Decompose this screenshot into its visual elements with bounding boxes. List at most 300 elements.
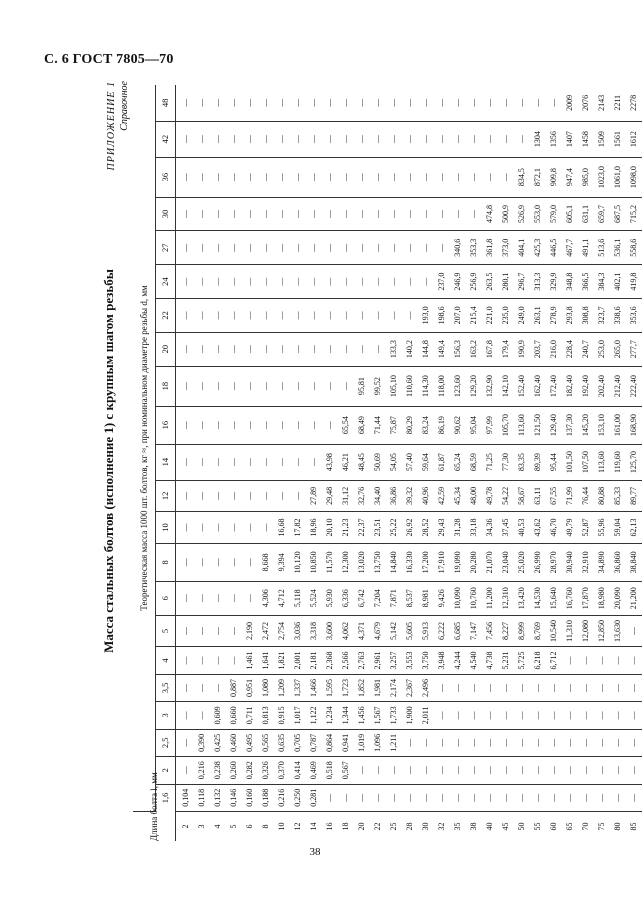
- mass-cell: 253,0: [594, 332, 610, 366]
- table-row: [338, 85, 354, 841]
- mass-cell: —: [322, 332, 338, 366]
- mass-cell: 5,118: [290, 581, 306, 615]
- mass-cell: —: [176, 729, 195, 756]
- mass-cell: 2076: [578, 85, 594, 121]
- table-row: [434, 85, 450, 841]
- mass-cell: 0,460: [226, 729, 242, 756]
- mass-cell: —: [226, 197, 242, 231]
- mass-cell: 23,51: [370, 512, 386, 544]
- mass-cell: 20,280: [466, 543, 482, 581]
- mass-cell: 192,40: [578, 366, 594, 406]
- mass-cell: —: [434, 157, 450, 197]
- mass-cell: —: [370, 265, 386, 299]
- table-body: [176, 85, 642, 841]
- mass-cell: 16,68: [274, 512, 290, 544]
- mass-cell: —: [386, 197, 402, 231]
- mass-cell: —: [530, 85, 546, 121]
- mass-cell: —: [482, 85, 498, 121]
- mass-cell: 6,712: [546, 647, 562, 674]
- mass-cell: 11,200: [482, 581, 498, 615]
- mass-cell: 29,48: [322, 480, 338, 512]
- mass-cell: —: [578, 702, 594, 729]
- mass-cell: —: [274, 444, 290, 480]
- mass-cell: —: [242, 85, 258, 121]
- mass-cell: —: [370, 121, 386, 157]
- mass-cell: 40,96: [418, 480, 434, 512]
- length-cell: 28: [405, 822, 414, 831]
- mass-cell: —: [274, 85, 290, 121]
- mass-cell: —: [176, 157, 195, 197]
- mass-cell: —: [562, 784, 578, 811]
- mass-cell: —: [418, 157, 434, 197]
- mass-cell: —: [210, 366, 226, 406]
- mass-cell: 99,52: [370, 366, 386, 406]
- length-cell: 45: [501, 822, 510, 831]
- mass-cell: 6,218: [530, 647, 546, 674]
- mass-cell: 0,414: [290, 757, 306, 784]
- length-cell: 30: [421, 822, 430, 831]
- mass-cell: 265,0: [610, 332, 626, 366]
- mass-cell: 0,118: [194, 784, 210, 811]
- length-cell: 25: [389, 822, 398, 831]
- mass-cell: —: [210, 265, 226, 299]
- mass-cell: 2,763: [354, 647, 370, 674]
- mass-cell: 18,96: [306, 512, 322, 544]
- mass-cell: 216,0: [546, 332, 562, 366]
- mass-cell: —: [194, 332, 210, 366]
- mass-cell: 161,00: [610, 406, 626, 444]
- mass-cell: 31,12: [338, 480, 354, 512]
- mass-cell: 89,77: [626, 480, 642, 512]
- mass-cell: —: [354, 265, 370, 299]
- mass-cell: 68,59: [466, 444, 482, 480]
- mass-cell: 77,30: [498, 444, 514, 480]
- mass-cell: 48,45: [354, 444, 370, 480]
- mass-cell: —: [434, 197, 450, 231]
- mass-cell: 308,8: [578, 298, 594, 332]
- mass-cell: 167,8: [482, 332, 498, 366]
- mass-cell: —: [482, 157, 498, 197]
- mass-cell: 228,4: [562, 332, 578, 366]
- mass-cell: —: [466, 197, 482, 231]
- table-row: [176, 85, 195, 841]
- mass-cell: —: [322, 366, 338, 406]
- mass-cell: —: [176, 85, 195, 121]
- table-row: [354, 85, 370, 841]
- mass-cell: 1,595: [322, 674, 338, 701]
- mass-cell: 32,910: [578, 543, 594, 581]
- mass-cell: —: [290, 444, 306, 480]
- mass-cell: 7,147: [466, 615, 482, 647]
- mass-cell: —: [176, 674, 195, 701]
- mass-cell: —: [274, 197, 290, 231]
- mass-cell: —: [546, 784, 562, 811]
- mass-cell: —: [242, 121, 258, 157]
- mass-cell: —: [370, 231, 386, 265]
- mass-cell: 20,10: [322, 512, 338, 544]
- mass-cell: 1,211: [386, 729, 402, 756]
- mass-cell: —: [290, 121, 306, 157]
- mass-cell: —: [482, 757, 498, 784]
- mass-cell: 3,036: [290, 615, 306, 647]
- mass-cell: —: [626, 647, 642, 674]
- mass-cell: —: [530, 729, 546, 756]
- mass-cell: 54,05: [386, 444, 402, 480]
- mass-cell: 2143: [594, 85, 610, 121]
- mass-cell: 18,980: [594, 581, 610, 615]
- mass-cell: —: [242, 444, 258, 480]
- mass-cell: —: [514, 85, 530, 121]
- length-cell: 50: [517, 822, 526, 831]
- mass-cell: —: [242, 581, 258, 615]
- diameter-header: 4: [156, 647, 176, 674]
- mass-cell: —: [226, 406, 242, 444]
- mass-cell: 2211: [610, 85, 626, 121]
- mass-cell: 1,096: [370, 729, 386, 756]
- diameter-header: 2,5: [156, 729, 176, 756]
- mass-cell: —: [610, 757, 626, 784]
- mass-cell: 40,53: [514, 512, 530, 544]
- mass-cell: 1,981: [370, 674, 386, 701]
- mass-cell: —: [226, 157, 242, 197]
- mass-cell: 85,33: [610, 480, 626, 512]
- mass-cell: —: [306, 332, 322, 366]
- mass-cell: —: [306, 298, 322, 332]
- mass-cell: 2,754: [274, 615, 290, 647]
- mass-cell: 63,11: [530, 480, 546, 512]
- appendix-note: Справочное: [119, 81, 130, 131]
- mass-cell: 113,60: [514, 406, 530, 444]
- mass-cell: 95,81: [354, 366, 370, 406]
- mass-cell: —: [562, 757, 578, 784]
- mass-cell: 0,146: [226, 784, 242, 811]
- mass-cell: 29,43: [434, 512, 450, 544]
- mass-cell: —: [386, 121, 402, 157]
- mass-cell: 3,948: [434, 647, 450, 674]
- mass-cell: 0,326: [258, 757, 274, 784]
- mass-cell: —: [370, 332, 386, 366]
- mass-cell: —: [562, 647, 578, 674]
- mass-cell: —: [418, 784, 434, 811]
- mass-cell: 1,080: [258, 674, 274, 701]
- mass-cell: 579,0: [546, 197, 562, 231]
- mass-cell: 3,257: [386, 647, 402, 674]
- mass-cell: 10,120: [290, 543, 306, 581]
- mass-cell: 13,750: [370, 543, 386, 581]
- mass-cell: 1,456: [354, 702, 370, 729]
- length-cell: 40: [485, 822, 494, 831]
- table-row: [594, 85, 610, 841]
- mass-cell: 361,8: [482, 231, 498, 265]
- mass-cell: 6,685: [450, 615, 466, 647]
- mass-cell: —: [226, 265, 242, 299]
- mass-cell: —: [210, 581, 226, 615]
- mass-cell: —: [176, 581, 195, 615]
- mass-cell: 631,1: [578, 197, 594, 231]
- mass-cell: —: [290, 157, 306, 197]
- mass-cell: 446,5: [546, 231, 562, 265]
- mass-cell: 558,6: [626, 231, 642, 265]
- diameter-header: 27: [156, 231, 176, 265]
- mass-cell: —: [274, 366, 290, 406]
- mass-cell: 55,96: [594, 512, 610, 544]
- mass-cell: 2278: [626, 85, 642, 121]
- mass-cell: —: [176, 480, 195, 512]
- mass-cell: 43,98: [322, 444, 338, 480]
- mass-cell: —: [450, 674, 466, 701]
- mass-cell: 25,22: [386, 512, 402, 544]
- mass-cell: 212,40: [610, 366, 626, 406]
- mass-cell: —: [386, 157, 402, 197]
- mass-cell: —: [546, 757, 562, 784]
- mass-cell: 58,67: [514, 480, 530, 512]
- mass-cell: 5,524: [306, 581, 322, 615]
- mass-cell: 0,282: [242, 757, 258, 784]
- mass-cell: 4,062: [338, 615, 354, 647]
- mass-cell: —: [242, 332, 258, 366]
- mass-cell: 19,090: [450, 543, 466, 581]
- mass-cell: —: [626, 674, 642, 701]
- mass-cell: —: [176, 543, 195, 581]
- mass-cell: —: [176, 615, 195, 647]
- mass-cell: 2,368: [322, 647, 338, 674]
- mass-cell: —: [258, 85, 274, 121]
- mass-cell: —: [386, 265, 402, 299]
- mass-cell: 373,0: [498, 231, 514, 265]
- mass-cell: —: [338, 298, 354, 332]
- mass-cell: —: [466, 121, 482, 157]
- mass-cell: —: [194, 265, 210, 299]
- mass-cell: —: [194, 406, 210, 444]
- diameter-header: 3,5: [156, 674, 176, 701]
- mass-cell: 8,999: [514, 615, 530, 647]
- mass-cell: 263,5: [482, 265, 498, 299]
- mass-cell: 14,840: [386, 543, 402, 581]
- table-row: [258, 85, 274, 841]
- mass-cell: —: [402, 157, 418, 197]
- table-row: [450, 85, 466, 841]
- length-cell: 85: [629, 822, 638, 831]
- length-cell: 10: [277, 822, 286, 831]
- mass-cell: 4,679: [370, 615, 386, 647]
- mass-cell: —: [242, 480, 258, 512]
- length-cell: 38: [469, 822, 478, 831]
- mass-cell: 4,244: [450, 647, 466, 674]
- mass-cell: —: [370, 157, 386, 197]
- mass-cell: 7,871: [386, 581, 402, 615]
- mass-cell: 172,40: [546, 366, 562, 406]
- mass-cell: —: [274, 298, 290, 332]
- length-cell: 8: [261, 824, 270, 829]
- mass-cell: 21,070: [482, 543, 498, 581]
- mass-cell: 0,260: [226, 757, 242, 784]
- mass-cell: 34,36: [482, 512, 498, 544]
- mass-cell: —: [194, 674, 210, 701]
- mass-cell: —: [176, 231, 195, 265]
- mass-cell: —: [258, 121, 274, 157]
- mass-cell: 329,9: [546, 265, 562, 299]
- mass-cell: —: [290, 85, 306, 121]
- mass-cell: 14,530: [530, 581, 546, 615]
- mass-cell: 23,040: [498, 543, 514, 581]
- mass-cell: 26,92: [402, 512, 418, 544]
- mass-cell: —: [176, 702, 195, 729]
- mass-cell: —: [210, 674, 226, 701]
- mass-cell: —: [242, 157, 258, 197]
- mass-cell: 353,6: [626, 298, 642, 332]
- diameter-header: 3: [156, 702, 176, 729]
- mass-cell: 0,609: [210, 702, 226, 729]
- mass-cell: —: [290, 480, 306, 512]
- mass-cell: 0,132: [210, 784, 226, 811]
- mass-cell: 145,20: [578, 406, 594, 444]
- mass-cell: —: [210, 543, 226, 581]
- mass-cell: 202,40: [594, 366, 610, 406]
- mass-cell: 0,281: [306, 784, 322, 811]
- mass-cell: 207,0: [450, 298, 466, 332]
- mass-cell: —: [514, 674, 530, 701]
- mass-cell: 263,1: [530, 298, 546, 332]
- mass-cell: —: [194, 444, 210, 480]
- mass-cell: —: [338, 85, 354, 121]
- page-header: С. 6 ГОСТ 7805—70: [44, 52, 174, 67]
- mass-cell: —: [450, 121, 466, 157]
- mass-cell: 278,9: [546, 298, 562, 332]
- mass-cell: 17,870: [578, 581, 594, 615]
- mass-cell: 0,711: [242, 702, 258, 729]
- mass-cell: —: [290, 366, 306, 406]
- mass-cell: —: [402, 197, 418, 231]
- mass-cell: 193,0: [418, 298, 434, 332]
- mass-cell: 13,020: [354, 543, 370, 581]
- mass-cell: —: [626, 702, 642, 729]
- table-row: [322, 85, 338, 841]
- appendix-label: [105, 81, 131, 171]
- mass-cell: 0,864: [322, 729, 338, 756]
- mass-cell: 419,8: [626, 265, 642, 299]
- mass-cell: —: [498, 157, 514, 197]
- mass-cell: 384,3: [594, 265, 610, 299]
- mass-cell: 46,70: [546, 512, 562, 544]
- mass-cell: —: [258, 265, 274, 299]
- mass-cell: 12,310: [498, 581, 514, 615]
- mass-cell: —: [322, 231, 338, 265]
- mass-cell: 3,750: [418, 647, 434, 674]
- mass-cell: 605,1: [562, 197, 578, 231]
- appendix-title: ПРИЛОЖЕНИЕ 1: [106, 81, 117, 171]
- mass-cell: —: [210, 615, 226, 647]
- mass-cell: —: [418, 85, 434, 121]
- mass-cell: 86,19: [434, 406, 450, 444]
- mass-cell: —: [226, 332, 242, 366]
- mass-cell: 71,44: [370, 406, 386, 444]
- mass-cell: —: [194, 702, 210, 729]
- mass-cell: 22,37: [354, 512, 370, 544]
- length-cell: 35: [453, 822, 462, 831]
- mass-cell: 1,821: [274, 647, 290, 674]
- mass-cell: 119,60: [610, 444, 626, 480]
- mass-cell: 8,227: [498, 615, 514, 647]
- mass-cell: 15,640: [546, 581, 562, 615]
- mass-cell: —: [194, 121, 210, 157]
- mass-cell: 0,705: [290, 729, 306, 756]
- mass-cell: 52,87: [578, 512, 594, 544]
- mass-cell: —: [482, 702, 498, 729]
- mass-cell: —: [546, 729, 562, 756]
- mass-cell: —: [274, 157, 290, 197]
- mass-cell: 985,0: [578, 157, 594, 197]
- table-row: [402, 85, 418, 841]
- length-cell: 5: [229, 824, 238, 829]
- mass-cell: —: [194, 197, 210, 231]
- mass-cell: —: [274, 265, 290, 299]
- mass-cell: 366,5: [578, 265, 594, 299]
- table-row: [610, 85, 626, 841]
- mass-cell: —: [210, 231, 226, 265]
- mass-cell: —: [402, 784, 418, 811]
- page-number: 38: [309, 846, 321, 858]
- mass-cell: —: [194, 512, 210, 544]
- mass-cell: 246,9: [450, 265, 466, 299]
- mass-cell: 13,630: [610, 615, 626, 647]
- mass-cell: —: [258, 512, 274, 544]
- mass-cell: —: [482, 121, 498, 157]
- diameter-header: 24: [156, 265, 176, 299]
- mass-cell: 71,25: [482, 444, 498, 480]
- mass-cell: 222,40: [626, 366, 642, 406]
- mass-cell: 9,426: [434, 581, 450, 615]
- mass-cell: —: [210, 332, 226, 366]
- mass-cell: 1,900: [402, 702, 418, 729]
- mass-cell: 1061,0: [610, 157, 626, 197]
- mass-cell: 293,8: [562, 298, 578, 332]
- mass-cell: 0,390: [194, 729, 210, 756]
- mass-cell: 0,787: [306, 729, 322, 756]
- mass-cell: 142,10: [498, 366, 514, 406]
- table-row: [290, 85, 306, 841]
- diameter-header: 5: [156, 615, 176, 647]
- mass-cell: 2,190: [242, 615, 258, 647]
- mass-cell: —: [194, 85, 210, 121]
- length-cell: 14: [309, 822, 318, 831]
- mass-cell: —: [226, 543, 242, 581]
- mass-cell: 48,00: [466, 480, 482, 512]
- mass-cell: 0,635: [274, 729, 290, 756]
- mass-cell: —: [546, 85, 562, 121]
- mass-cell: —: [194, 157, 210, 197]
- mass-cell: —: [626, 615, 642, 647]
- mass-cell: 32,76: [354, 480, 370, 512]
- mass-cell: —: [354, 332, 370, 366]
- mass-cell: —: [210, 444, 226, 480]
- mass-cell: —: [450, 702, 466, 729]
- mass-cell: 1,641: [258, 647, 274, 674]
- mass-cell: 1,019: [354, 729, 370, 756]
- mass-cell: 62,13: [626, 512, 642, 544]
- mass-cell: 162,40: [530, 366, 546, 406]
- mass-cell: —: [210, 157, 226, 197]
- mass-cell: 0,565: [258, 729, 274, 756]
- mass-cell: —: [226, 366, 242, 406]
- mass-cell: 25,020: [514, 543, 530, 581]
- mass-cell: 83,35: [514, 444, 530, 480]
- mass-cell: 5,142: [386, 615, 402, 647]
- mass-cell: 1,852: [354, 674, 370, 701]
- mass-cell: —: [210, 406, 226, 444]
- mass-cell: 42,59: [434, 480, 450, 512]
- diameter-header: 42: [156, 121, 176, 157]
- mass-cell: 353,3: [466, 231, 482, 265]
